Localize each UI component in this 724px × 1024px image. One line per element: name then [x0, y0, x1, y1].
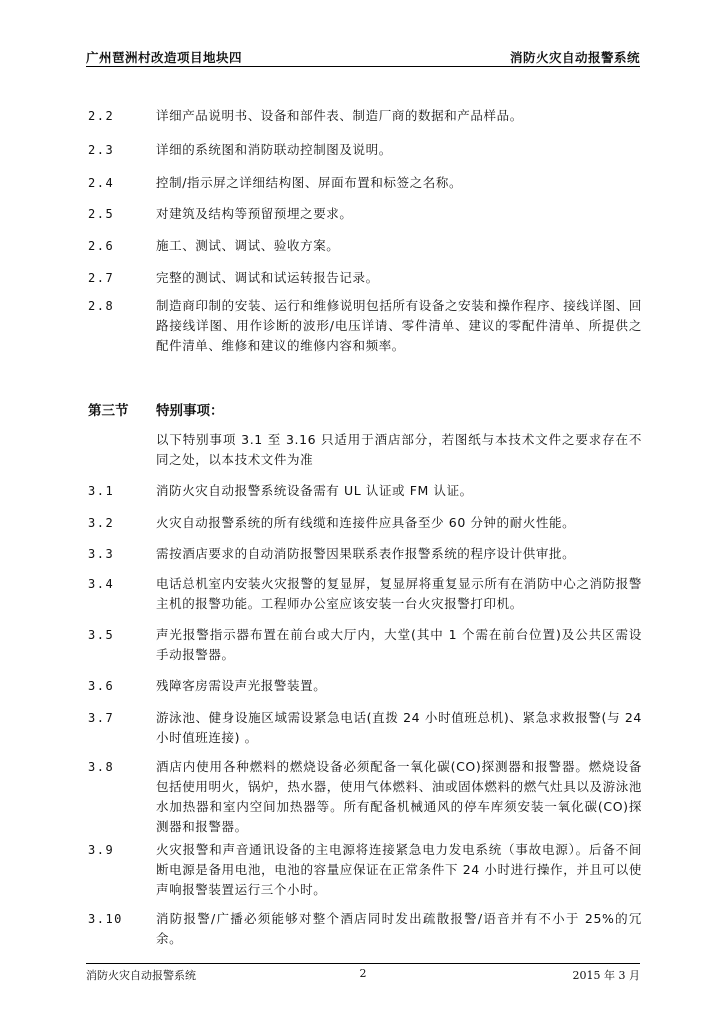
list-item-2-8: [86, 296, 642, 356]
list-item-3-7: [86, 708, 642, 748]
list-item-3-8: [86, 757, 642, 837]
item-text: 详细的系统图和消防联动控制图及说明。: [156, 142, 392, 157]
item-text: 火灾自动报警系统的所有线缆和连接件应具备至少 60 分钟的耐火性能。: [156, 515, 576, 530]
item-number: 2.4: [88, 176, 115, 190]
footer-date: 2015 年 3 月: [572, 969, 640, 982]
list-item-3-1: [86, 481, 642, 501]
item-number: 3.10: [88, 912, 123, 926]
list-item-3-6: [86, 676, 642, 696]
item-number: 2.7: [88, 271, 115, 285]
list-item-2-5: [86, 204, 642, 224]
item-text: 需按酒店要求的自动消防报警因果联系表作报警系统的程序设计供审批。: [156, 546, 576, 561]
header-project-title: 广州琶洲村改造项目地块四: [86, 50, 243, 65]
item-number: 3.7: [88, 711, 115, 725]
item-number: 2.5: [88, 207, 115, 221]
item-text: 消防报警/广播必须能够对整个酒店同时发出疏散报警/语音并有不小于 25%的冗余。: [156, 911, 642, 946]
section-title: 特别事项：: [156, 403, 224, 419]
section-heading: [86, 401, 642, 421]
item-number: 3.9: [88, 843, 115, 857]
item-text: 消防火灾自动报警系统设备需有 UL 认证或 FM 认证。: [156, 483, 473, 498]
page-number: 2: [359, 967, 367, 980]
section-intro: 以下特别事项 3.1 至 3.16 只适用于酒店部分，若图纸与本技术文件之要求存在不同之处，以本技术文件为准: [156, 432, 642, 467]
item-number: 3.6: [88, 679, 115, 693]
list-item-3-5: [86, 625, 642, 665]
item-number: 2.3: [88, 143, 115, 157]
list-item-3-2: [86, 513, 642, 533]
item-text: 残障客房需设声光报警装置。: [156, 678, 327, 693]
item-text: 火灾报警和声音通讯设备的主电源将连接紧急电力发电系统（事故电源）。后备不间断电源是备用电池，电池的容量应保证在正常条件下 24 小时进行操作，并且可以使声响报警装置运行三个小时。: [156, 842, 642, 897]
item-number: 3.1: [88, 484, 115, 498]
item-text: 制造商印制的安装、运行和维修说明包括所有设备之安装和操作程序、接线详图、回路接线详图、用作诊断的波形/电压详请、零件清单、建议的零配件清单、所提供之配件清单、维修和建议的维修内容和频率。: [156, 298, 642, 353]
item-number: 2.8: [88, 299, 115, 313]
list-item-3-4: [86, 574, 642, 614]
footer-doc-title: 消防火灾自动报警系统: [86, 969, 196, 982]
section-number: 第三节: [88, 403, 129, 419]
page-footer: [86, 963, 640, 983]
list-item-3-9: [86, 840, 642, 900]
list-item-2-2: [86, 106, 642, 126]
item-number: 3.2: [88, 516, 115, 530]
item-text: 游泳池、健身设施区域需设紧急电话(直拨 24 小时值班总机)、紧急求救报警(与 24 小时值班连接) 。: [156, 710, 642, 745]
item-number: 3.8: [88, 760, 115, 774]
item-text: 酒店内使用各种燃料的燃烧设备必须配备一氧化碳(CO)探测器和报警器。燃烧设备包括使用明火，锅炉，热水器，使用气体燃料、油或固体燃料的燃气灶具以及游泳池水加热器和室内空间加热器等。所有配备机械通风的停车库须安装一氧化碳(CO)探测器和报警器。: [156, 759, 642, 834]
list-item-3-3: [86, 544, 642, 564]
header-section-title: 消防火灾自动报警系统: [509, 50, 640, 65]
item-text: 声光报警指示器布置在前台或大厅内，大堂(其中 1 个需在前台位置)及公共区需设手动报警器。: [156, 627, 642, 662]
item-number: 2.6: [88, 239, 115, 253]
list-item-2-6: [86, 236, 642, 256]
list-item-2-4: [86, 173, 642, 193]
list-item-3-10: [86, 909, 642, 949]
item-text: 电话总机室内安装火灾报警的复显屏，复显屏将重复显示所有在消防中心之消防报警主机的报警功能。工程师办公室应该安装一台火灾报警打印机。: [156, 576, 642, 611]
item-text: 完整的测试、调试和试运转报告记录。: [156, 270, 379, 285]
item-text: 控制/指示屏之详细结构图、屏面布置和标签之名称。: [156, 175, 463, 190]
item-text: 施工、测试、调试、验收方案。: [156, 238, 340, 253]
item-number: 3.5: [88, 628, 115, 642]
item-number: 3.4: [88, 577, 115, 591]
list-item-2-3: [86, 140, 642, 160]
item-text: 对建筑及结构等预留预埋之要求。: [156, 206, 353, 221]
list-item-2-7: [86, 268, 642, 288]
item-text: 详细产品说明书、设备和部件表、制造厂商的数据和产品样品。: [156, 108, 523, 123]
item-number: 2.2: [88, 109, 115, 123]
item-number: 3.3: [88, 547, 115, 561]
page-header: [86, 46, 640, 67]
